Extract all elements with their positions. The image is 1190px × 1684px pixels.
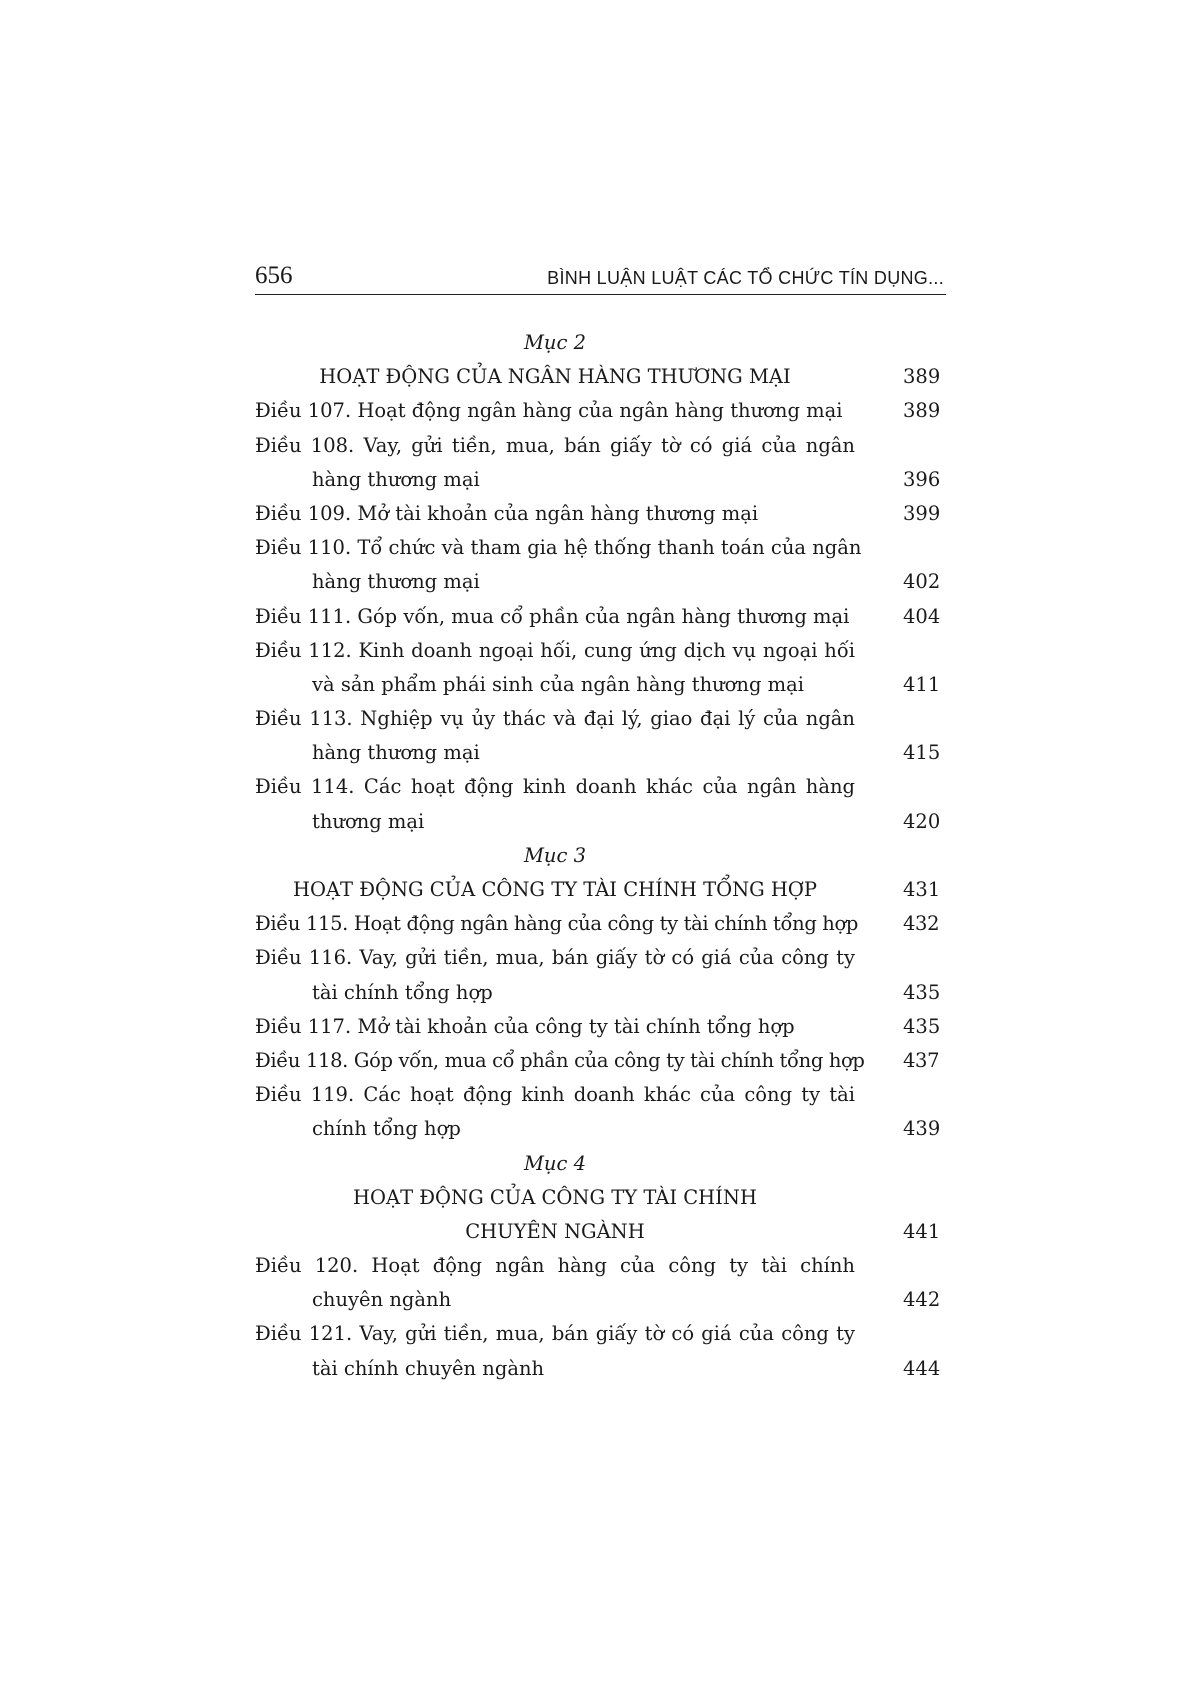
toc-page-number: 441 <box>903 1219 941 1243</box>
toc-text: Điều 115. Hoạt động ngân hàng của công ty tài chính tổng hợp <box>255 912 859 936</box>
toc-text: Mục 2 <box>523 331 587 354</box>
toc-entry-continuation <box>255 668 946 702</box>
running-title: BÌNH LUẬN LUẬT CÁC TỔ CHỨC TÍN DỤNG... <box>547 268 944 288</box>
toc-text: Điều 120. Hoạt động ngân hàng của công ty tài chính <box>255 1254 855 1278</box>
toc-text: Mục 4 <box>523 1151 587 1175</box>
toc-text: Điều 109. Mở tài khoản của ngân hàng thương mại <box>255 501 759 525</box>
toc-page-number: 404 <box>903 604 941 628</box>
section-label <box>255 1147 946 1181</box>
toc-page-number: 435 <box>903 980 941 1004</box>
toc-text: chính tổng hợp <box>312 1117 461 1141</box>
toc-text: Điều 111. Góp vốn, mua cổ phần của ngân hàng thương mại <box>255 604 850 628</box>
toc-text: HOẠT ĐỘNG CỦA CÔNG TY TÀI CHÍNH TỔNG HỢP <box>292 878 818 901</box>
toc-entry <box>255 497 946 531</box>
toc-entry-continuation <box>255 1283 946 1317</box>
table-of-contents <box>255 326 946 1386</box>
toc-text: Điều 118. Góp vốn, mua cổ phần của công ty tài chính tổng hợp <box>255 1048 865 1072</box>
section-heading <box>255 873 946 907</box>
toc-entry <box>255 429 946 463</box>
section-heading <box>255 360 946 394</box>
toc-page-number: 420 <box>903 809 941 833</box>
toc-entry-continuation <box>255 736 946 770</box>
toc-entry <box>255 702 946 736</box>
toc-page-number: 439 <box>903 1117 941 1141</box>
section-label <box>255 326 946 360</box>
toc-page-number: 411 <box>903 672 941 696</box>
toc-text: Điều 114. Các hoạt động kinh doanh khác của ngân hàng <box>255 775 855 799</box>
toc-entry-continuation <box>255 565 946 599</box>
toc-text: Điều 108. Vay, gửi tiền, mua, bán giấy tờ có giá của ngân <box>255 433 855 457</box>
toc-entry <box>255 394 946 428</box>
section-heading <box>255 1181 946 1215</box>
toc-page-number: 389 <box>903 399 941 423</box>
toc-entry <box>255 770 946 804</box>
toc-entry <box>255 1078 946 1112</box>
header-rule <box>255 294 946 295</box>
toc-text: Điều 119. Các hoạt động kinh doanh khác của công ty tài <box>255 1083 855 1107</box>
toc-text: Mục 3 <box>523 843 587 867</box>
toc-entry <box>255 634 946 668</box>
toc-entry <box>255 941 946 975</box>
toc-page-number: 444 <box>903 1356 941 1380</box>
toc-text: HOẠT ĐỘNG CỦA NGÂN HÀNG THƯƠNG MẠI <box>319 365 791 389</box>
section-label <box>255 839 946 873</box>
toc-text: và sản phẩm phái sinh của ngân hàng thương mại <box>312 672 805 696</box>
toc-text: Điều 113. Nghiệp vụ ủy thác và đại lý, giao đại lý của ngân <box>255 707 855 731</box>
toc-text: Điều 116. Vay, gửi tiền, mua, bán giấy tờ có giá của công ty <box>255 946 855 970</box>
toc-page-number: 431 <box>903 878 941 901</box>
toc-text: Điều 121. Vay, gửi tiền, mua, bán giấy tờ có giá của công ty <box>255 1322 855 1346</box>
toc-text: tài chính tổng hợp <box>312 980 493 1004</box>
toc-text: CHUYÊN NGÀNH <box>465 1219 645 1243</box>
toc-entry-continuation <box>255 805 946 839</box>
section-heading <box>255 1215 946 1249</box>
toc-text: chuyên ngành <box>312 1288 452 1312</box>
toc-text: hàng thương mại <box>312 570 480 594</box>
toc-entry <box>255 1010 946 1044</box>
toc-entry-continuation <box>255 463 946 497</box>
toc-page-number: 415 <box>903 741 941 765</box>
toc-page-number: 396 <box>903 467 941 491</box>
toc-page-number: 437 <box>903 1048 940 1072</box>
toc-text: Điều 112. Kinh doanh ngoại hối, cung ứng dịch vụ ngoại hối <box>255 638 855 662</box>
toc-page-number: 432 <box>903 912 940 936</box>
toc-page-number: 435 <box>903 1014 941 1038</box>
toc-entry <box>255 600 946 634</box>
toc-text: thương mại <box>312 809 425 833</box>
toc-text: Điều 110. Tổ chức và tham gia hệ thống thanh toán của ngân <box>255 536 862 560</box>
toc-text: tài chính chuyên ngành <box>312 1356 545 1380</box>
toc-text: hàng thương mại <box>312 467 480 491</box>
toc-text: hàng thương mại <box>312 741 480 765</box>
toc-entry <box>255 1249 946 1283</box>
toc-entry <box>255 1044 946 1078</box>
toc-page-number: 402 <box>903 570 941 594</box>
toc-page-number: 399 <box>903 501 941 525</box>
toc-page-number: 442 <box>903 1288 941 1312</box>
toc-page-number: 389 <box>903 365 941 389</box>
toc-entry <box>255 907 946 941</box>
toc-text: Điều 117. Mở tài khoản của công ty tài chính tổng hợp <box>255 1014 795 1038</box>
toc-entry-continuation <box>255 976 946 1010</box>
toc-entry <box>255 531 946 565</box>
toc-entry-continuation <box>255 1352 946 1386</box>
toc-entry <box>255 1317 946 1351</box>
toc-text: Điều 107. Hoạt động ngân hàng của ngân hàng thương mại <box>255 399 843 423</box>
page-number: 656 <box>255 262 293 289</box>
toc-entry-continuation <box>255 1112 946 1146</box>
toc-text: HOẠT ĐỘNG CỦA CÔNG TY TÀI CHÍNH <box>353 1185 757 1209</box>
